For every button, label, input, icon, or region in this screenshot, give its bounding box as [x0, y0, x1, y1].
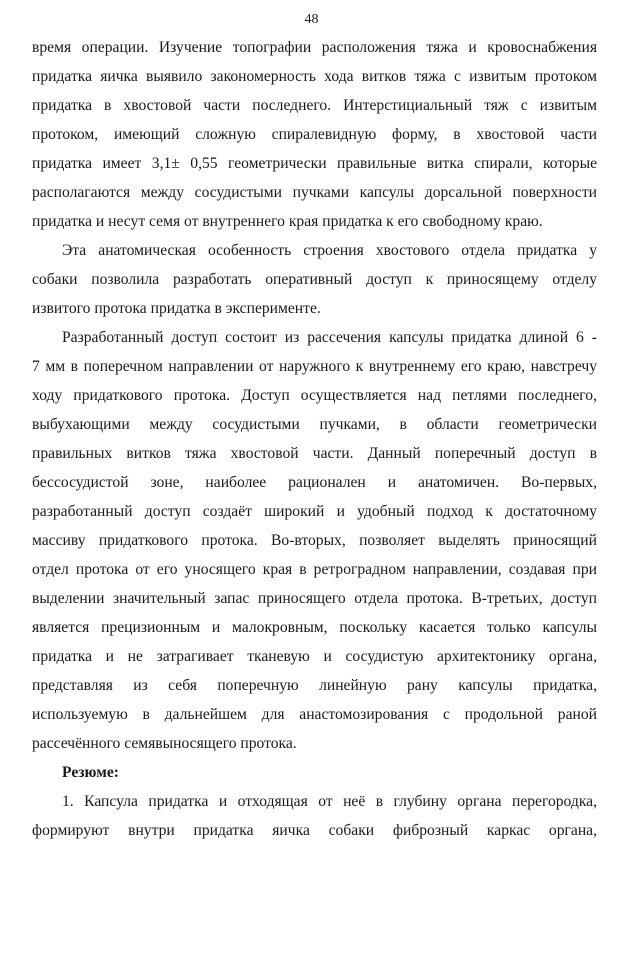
text-line: правильных витков тяжа хвостовой части. Данный поперечный доступ в — [32, 445, 597, 462]
text-line: отдел протока от его уносящего края в ретроградном направлении, создавая при — [32, 561, 597, 578]
text-line: бессосудистой зоне, наиболее рационален и анатомичен. Во-первых, — [32, 474, 597, 491]
text-line: Эта анатомическая особенность строения хвостового отдела придатка у — [62, 242, 597, 259]
text-line: придатка и не затрагивает тканевую и сосудистую архитектонику органа, — [32, 648, 597, 665]
paragraph-1 — [32, 33, 597, 236]
text-line: время операции. Изучение топографии расположения тяжа и кровоснабжения — [32, 39, 597, 56]
body-text — [32, 33, 597, 845]
text-line: придатка имеет 3,1± 0,55 геометрически правильные витка спирали, которые — [32, 155, 597, 172]
text-line: рассечённого семявыносящего протока. — [32, 735, 297, 752]
text-line: выделении значительный запас приносящего отдела протока. В-третьих, доступ — [32, 590, 597, 607]
summary-heading: Резюме: — [62, 764, 119, 781]
text-line: является прецизионным и малокровным, поскольку касается только капсулы — [32, 619, 597, 636]
summary-item-1 — [32, 787, 597, 845]
text-line: 7 мм в поперечном направлении от наружного к внутреннему его краю, навстречу — [32, 358, 597, 375]
text-line: протоком, имеющий сложную спиралевидную форму, в хвостовой части — [32, 126, 597, 143]
text-line: массиву придаткового протока. Во-вторых, позволяет выделять приносящий — [32, 532, 597, 549]
text-line: располагаются между сосудистыми пучками капсулы дорсальной поверхности — [32, 184, 597, 201]
text-line: 1. Капсула придатка и отходящая от неё в глубину органа перегородка, — [62, 793, 597, 810]
text-line: разработанный доступ создаёт широкий и удобный подход к достаточному — [32, 503, 597, 520]
text-line: формируют внутри придатка яичка собаки фиброзный каркас органа, — [32, 822, 597, 839]
text-line: придатка в хвостовой части последнего. Интерстициальный тяж с извитым — [32, 97, 597, 114]
text-line: представляя из себя поперечную линейную рану капсулы придатка, — [32, 677, 597, 694]
text-line: извитого протока придатка в эксперименте. — [32, 300, 321, 317]
text-line: придатка яичка выявило закономерность хода витков тяжа с извитым протоком — [32, 68, 597, 85]
text-line: Разработанный доступ состоит из рассечения капсулы придатка длиной 6 - — [62, 329, 597, 346]
paragraph-2 — [32, 236, 597, 323]
paragraph-3 — [32, 323, 597, 758]
text-line: придатка и несут семя от внутреннего края придатка к его свободному краю. — [32, 213, 543, 230]
text-line: используемую в дальнейшем для анастомозирования с продольной раной — [32, 706, 597, 723]
text-line: ходу придаткового протока. Доступ осуществляется над петлями последнего, — [32, 387, 597, 404]
page-number: 48 — [304, 12, 319, 27]
text-line: собаки позволила разработать оперативный доступ к приносящему отделу — [32, 271, 597, 288]
text-line: выбухающими между сосудистыми пучками, в области геометрически — [32, 416, 597, 433]
